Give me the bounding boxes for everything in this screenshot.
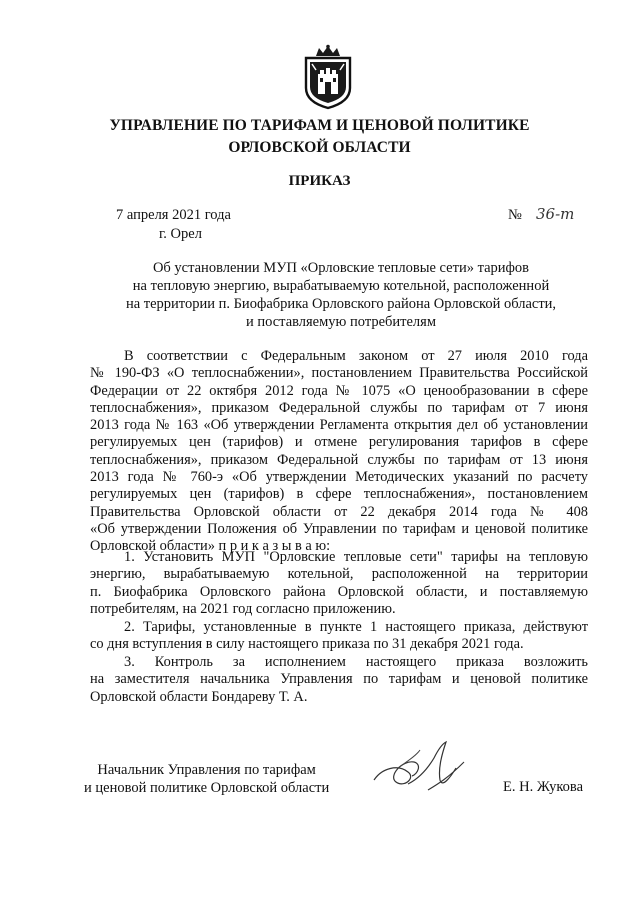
- signatory-name: Е. Н. Жукова: [503, 779, 584, 795]
- text-line: энергию, вырабатываемую котельной, расположенной на территории: [90, 566, 588, 583]
- organization-name-line2: ОРЛОВСКОЙ ОБЛАСТИ: [228, 139, 411, 156]
- text-line: п. Биофабрика Орловского района Орловской области, и поставляемую: [90, 583, 588, 600]
- document-number-label: №: [508, 207, 522, 223]
- order-item-1: [90, 549, 588, 618]
- text-line: со дня вступления в силу настоящего приказа по 31 декабря 2021 года.: [90, 636, 524, 653]
- text-line: 2013 года № 163 «Об утверждении Регламента открытия дел об установлении: [90, 417, 588, 434]
- text-line: 2013 года № 760-э «Об утверждении Методических указаний по расчету: [90, 469, 588, 486]
- signatory-position-line1: Начальник Управления по тарифам: [97, 762, 316, 778]
- signatory-position-line2: и ценовой политике Орловской области: [84, 780, 330, 796]
- text-line: регулируемых цен (тарифов) и отмене регулирования тарифов в сфере: [90, 434, 588, 451]
- order-item-2: [90, 619, 588, 654]
- text-line: Орловской области Бондареву Т. А.: [90, 688, 308, 705]
- text-line: 3. Контроль за исполнением настоящего приказа возложить: [124, 654, 588, 670]
- organization-name-line1: УПРАВЛЕНИЕ ПО ТАРИФАМ И ЦЕНОВОЙ ПОЛИТИКЕ: [109, 117, 530, 134]
- text-line: теплоснабжения», приказом Федеральной службы по тарифам от 13 июня: [90, 451, 588, 468]
- document-date: 7 апреля 2021 года: [116, 207, 231, 223]
- signature-icon: [368, 738, 478, 800]
- title-line: на территории п. Биофабрика Орловского района Орловской области,: [125, 296, 557, 312]
- title-line: на тепловую энергию, вырабатываемую котельной, расположенной: [132, 278, 550, 294]
- document-city: г. Орел: [159, 226, 202, 242]
- coat-of-arms-icon: [302, 44, 354, 110]
- order-item-3: [90, 654, 588, 706]
- title-line: Об установлении МУП «Орловские тепловые сети» тарифов: [152, 260, 530, 276]
- text-line: потребителям, на 2021 год согласно приложению.: [90, 600, 396, 617]
- text-line: Орловской области» п р и к а з ы в а ю:: [90, 538, 331, 555]
- title-line: и поставляемую потребителям: [245, 314, 437, 330]
- text-line: «Об утверждении Положения об Управлении по тарифам и ценовой политике: [90, 520, 588, 537]
- text-line: на заместителя начальника Управления по тарифам и ценовой политике: [90, 671, 588, 688]
- text-line: Федерации от 22 октября 2012 года № 1075 «О ценообразовании в сфере: [90, 382, 588, 399]
- preamble-paragraph: [90, 348, 588, 556]
- document-title: [70, 259, 612, 331]
- text-line: 1. Установить МУП "Орловские тепловые сети" тарифы на тепловую: [124, 549, 588, 565]
- document-type: ПРИКАЗ: [288, 173, 351, 189]
- text-line: В соответствии с Федеральным законом от 27 июля 2010 года: [124, 348, 588, 364]
- text-line: теплоснабжения», приказом Федеральной службы по тарифам от 7 июня: [90, 399, 588, 416]
- text-line: 2. Тарифы, установленные в пункте 1 настоящего приказа, действуют: [124, 619, 588, 635]
- signatory-position: [84, 761, 329, 797]
- text-line: Правительства Орловской области от 22 декабря 2014 года № 408: [90, 503, 588, 520]
- text-line: № 190-ФЗ «О теплоснабжении», постановлением Правительства Российской: [90, 365, 588, 382]
- document-number-value: 36-т: [536, 205, 575, 223]
- text-line: регулируемых цен (тарифов) в сфере теплоснабжения», постановлением: [90, 486, 588, 503]
